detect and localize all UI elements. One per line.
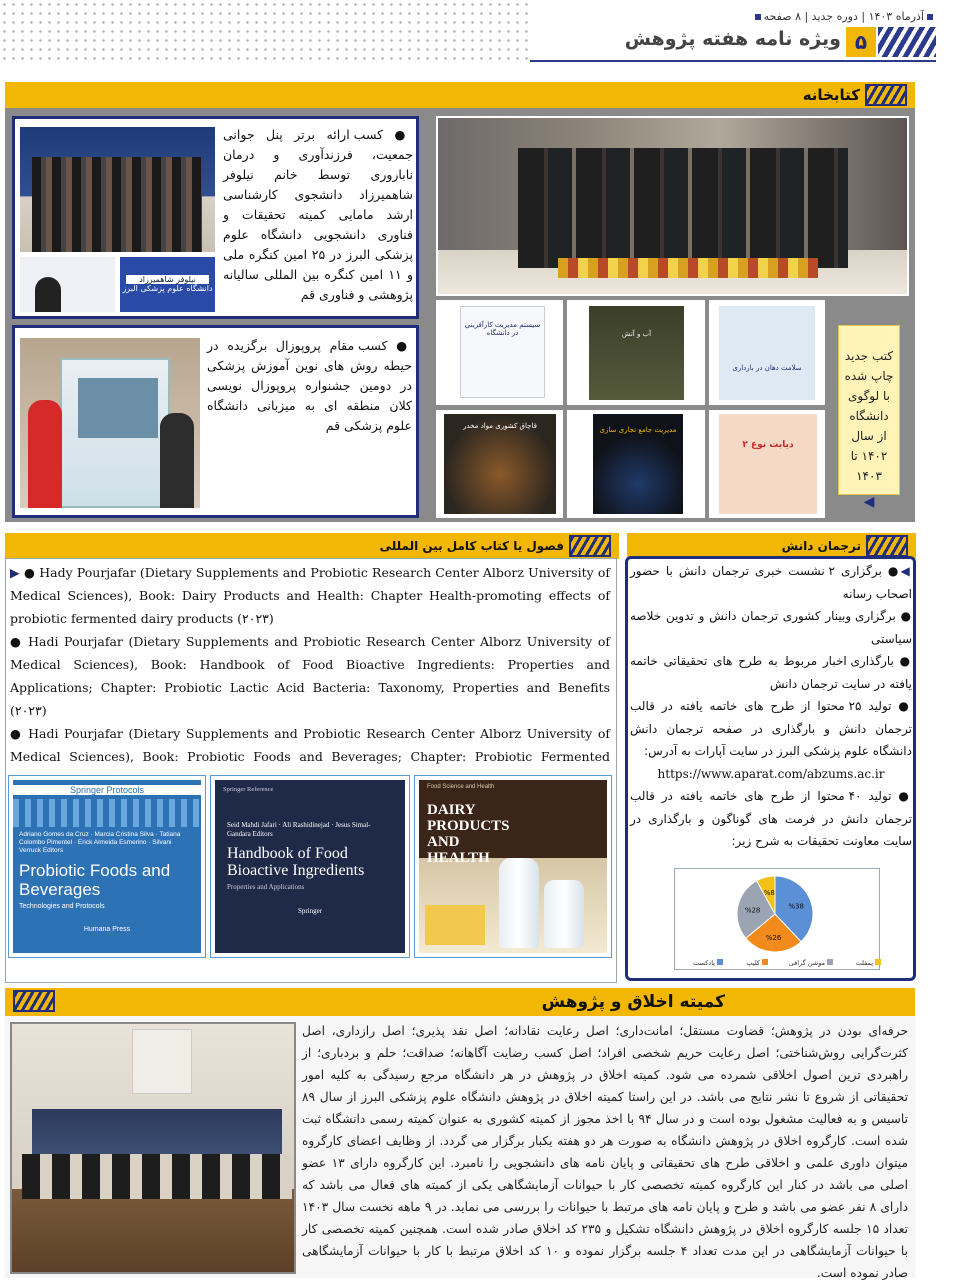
new-books-note: کتب جدید چاپ شده با لوگوی دانشگاه از سال ۱۴۰۲ تا ۱۴۰۳ ◀ xyxy=(838,325,900,495)
book-cover-2: آب و آتش xyxy=(567,300,705,405)
pie-label-0: %38 xyxy=(788,902,804,911)
pie-label-2: %28 xyxy=(744,906,761,915)
poster-name: نیلوفر شاهمیرزاد xyxy=(126,275,209,284)
translation-item-3: ● بارگذاری اخبار مربوط به طرح های تحقیقاتی خاتمه یافته در سایت ترجمان دانش xyxy=(630,654,912,691)
translation-grid-icon xyxy=(866,535,908,557)
book-cover-6: دیابت نوع ۲ xyxy=(709,410,825,518)
chapter-item-2: ● Hadi Pourjafar (Dietary Supplements and Probiotic Research Center Alborz University of Medical Sciences), Book: Handbook of Food Bioactive Ingredients: Properties and Applications; Chapter: Probiotic Lactic Acid Bacteria: Taxonomy, Properties and Benefits (۲۰۲۳) xyxy=(10,634,610,718)
congress-photo xyxy=(20,127,215,312)
translation-heading: ترجمان دانش xyxy=(781,539,861,553)
translation-item-1: ◀● برگزاری ۲ نشست خبری ترجمان دانش با حضور اصحاب رسانه xyxy=(630,564,912,601)
chapters-section-bar xyxy=(5,533,619,559)
chapter-item-3: ● Hadi Pourjafar (Dietary Supplements and Probiotic Research Center Alborz University of Medical Sciences), Book: Probiotic Foods and Beverages; Chapter: Probiotic Fermented xyxy=(10,726,610,764)
ethics-text: حرفه‌ای بودن در پژوهش؛ قضاوت مستقل؛ امانت‌داری؛ اصل رعایت نقادانه؛ اصل نقد پذیری؛ اصل رازداری، اصل کثرت‌گرایی روش‌شناختی؛ اصل رعایت حریم شخصی افراد؛ اصل کسب رضایت آگاهانه؛ صداقت؛ حلم و بردباری؛ از راهبردی ترین اصول اخلاقی شمرده می شود. کمیته اخلاق در پژوهش در هر دانشگاه مرجع رسیدگی به کلیه امور تحقیقاتی از شروع تا نشر نتایج می باشد. در این راستا کمیته اخلاق در پژوهش دانشگاه علوم پزشکی البرز از سال ۸۹ تاسیس و به فعالیت مشغول بوده است و در سال ۹۴ با اخذ مجوز از کمیته کشوری به عنوان کمیته رسمی دانشگاه ثبت شده است. کارگروه اخلاق در پژوهش دانشگاه به صورت هر دو هفته یکبار برگزار می گردد. از وظایف اعضای کارگروه میتوان داوری علمی و اخلاقی طرح های تحقیقاتی و پایان نامه های دانشجویی را نامبرد. این کارگروه دارای ۱۳ عضو اصلی می باشد در کنار این کارگروه کمیته تخصصی کار با حیوانات آزمایشگاهی یکی از کمیته های فعال می باشد که دارای ۸ نفر عضو می باشد و طرح و پایان نامه های مرتبط با حیوانات را بررسی می نماید. در ۹ ماهه نخست سال ۱۴۰۳ تعداد ۱۵ جلسه کارگروه اخلاق در پژوهش دانشگاه تشکیل و ۲۳۵ کد اخلاق صادر شده است. همچنین کمیته تخصصی کار با حیوانات آزمایشگاهی در این مدت تعداد ۴ جلسه برگزار نموده و ۱۰ کد اخلاق مرتبط با کار با حیوانات آزمایشگاهی صادر نموده است. xyxy=(302,1024,909,1280)
header-dot-pattern xyxy=(0,0,530,60)
translation-item-5: ● تولید ۴۰ محتوا از طرح های خاتمه یافته در قالب ترجمان دانش در فرمت های گوناگون و بارگذاری در سایت معاونت تحقیقات به شرح زیر: xyxy=(630,789,912,848)
library-heading: کتابخانه xyxy=(802,86,860,104)
cover-food-bioactive: Springer Reference Seid Mahdi Jafari · Ali Rashidinejad · Jesus Simal-Gandara Editors Handbook of Food Bioactive Ingredients Properties and Applications Springer xyxy=(210,775,410,958)
legend-label-3: پمفلت xyxy=(855,959,873,967)
book-cover-4: قاچاق کشوری مواد مخدر xyxy=(436,410,563,518)
achievement-card-1 xyxy=(12,116,419,319)
bullet-icon: ● xyxy=(387,338,412,353)
library-section-bar xyxy=(5,82,915,108)
ethics-heading: کمیته اخلاق و پژوهش xyxy=(541,992,725,1012)
page-number: ۵ xyxy=(846,27,876,57)
legend-swatch-1 xyxy=(762,959,768,965)
aparat-url[interactable]: https://www.aparat.com/abzums.ac.ir xyxy=(657,766,885,781)
legend-swatch-2 xyxy=(827,959,833,965)
translation-item-2: ● برگزاری وبینار کشوری ترجمان دانش و تدوین خلاصه سیاستی xyxy=(630,609,912,646)
ethics-section-bar xyxy=(5,988,915,1016)
achievement-card-2 xyxy=(12,325,419,518)
page-title: ویژه نامه هفته پژوهش xyxy=(624,28,841,50)
ethics-meeting-photo xyxy=(10,1022,296,1274)
library-group-photo xyxy=(436,116,909,296)
translation-list xyxy=(630,560,912,853)
play-icon: ▶ xyxy=(10,565,24,580)
chapters-heading: فصول یا کتاب کامل بین المللی xyxy=(379,539,564,553)
header-stripes-icon xyxy=(878,27,936,57)
legend-swatch-3 xyxy=(875,959,881,965)
bullet-icon: ● xyxy=(383,127,413,142)
content-pie-chart xyxy=(674,868,880,970)
arrow-left-icon: ◀ xyxy=(863,494,875,510)
pie-svg xyxy=(675,869,881,971)
ethics-grid-icon xyxy=(13,990,55,1012)
header-divider xyxy=(530,60,936,62)
legend-label-1: کلیپ xyxy=(746,959,760,967)
achievement-text-2: ● کسب مقام پروپوزال برگزیده در حیطه روش های نوین آموزش پزشکی در دومین جشنواره پروپوزال نویسی کلان منطقه ای به میزبانی دانشگاه علوم پزشکی قم xyxy=(207,338,412,433)
library-grid-icon xyxy=(865,84,907,106)
legend-label-2: موشن گرافی xyxy=(788,959,825,967)
cover-dairy-products: Food Science and Health DAIRY PRODUCTS AND HEALTH xyxy=(414,775,612,958)
legend-swatch-0 xyxy=(717,959,723,965)
book-cover-3: سلامت دهان در بارداری xyxy=(709,300,825,405)
chapter-list xyxy=(10,561,610,791)
festival-photo xyxy=(20,338,200,508)
book-cover-1: سیستم مدیریت کارآفرینی در دانشگاه xyxy=(436,300,563,405)
chapter-item-1: ▶ ● Hady Pourjafar (Dietary Supplements and Probiotic Research Center Alborz University of Medical Sciences), Book: Dairy Products and Health: Chapter Health-promoting effects of probiotic fermented dairy products (۲۰۲۳) xyxy=(10,565,610,626)
translation-item-4: ● تولید ۲۵ محتوا از طرح های خاتمه یافته در قالب ترجمان دانش و بارگذاری در صفحه ترجمان دانش دانشگاه علوم پزشکی البرز در سایت آپارات به آدرس: xyxy=(630,699,912,758)
book-cover-5: مدیریت جامع تجاری سازی xyxy=(567,410,705,518)
legend-label-0: پادکست xyxy=(693,959,715,967)
pie-label-1: %26 xyxy=(765,933,782,942)
achievement-text-1: ● کسب ارائه برتر پنل جوانی جمعیت، فرزندآوری و درمان ناباروری توسط خانم نیلوفر شاهمیرزاد دانشجوی کارشناسی ارشد مامایی کمیته تحقیقات و فناوری دانشجویی دانشگاه علوم پزشکی البرز در ۲۵ امین کنگره ملی و ۱۱ امین کنگره بین المللی سالیانه پژوهشی و فناوری قم xyxy=(223,127,414,302)
pie-label-3: %8 xyxy=(763,888,775,897)
poster-university: دانشگاه علوم پزشکی البرز xyxy=(122,284,213,293)
cover-probiotic-foods: Springer Protocols Adriano Gomes da Cruz · Marcia Cristina Silva · Tatiana Colombo Pimentel · Erick Almeida Esmerino · Silvani Verruck Editors Probiotic Foods and Beverages Technologies and Protocols Humana Press xyxy=(8,775,206,958)
chapters-grid-icon xyxy=(569,535,611,557)
issue-meta: آذرماه ۱۴۰۳ | دوره جدید | ۸ صفحه xyxy=(752,10,936,23)
arrow-icon: ◀ xyxy=(900,564,912,578)
